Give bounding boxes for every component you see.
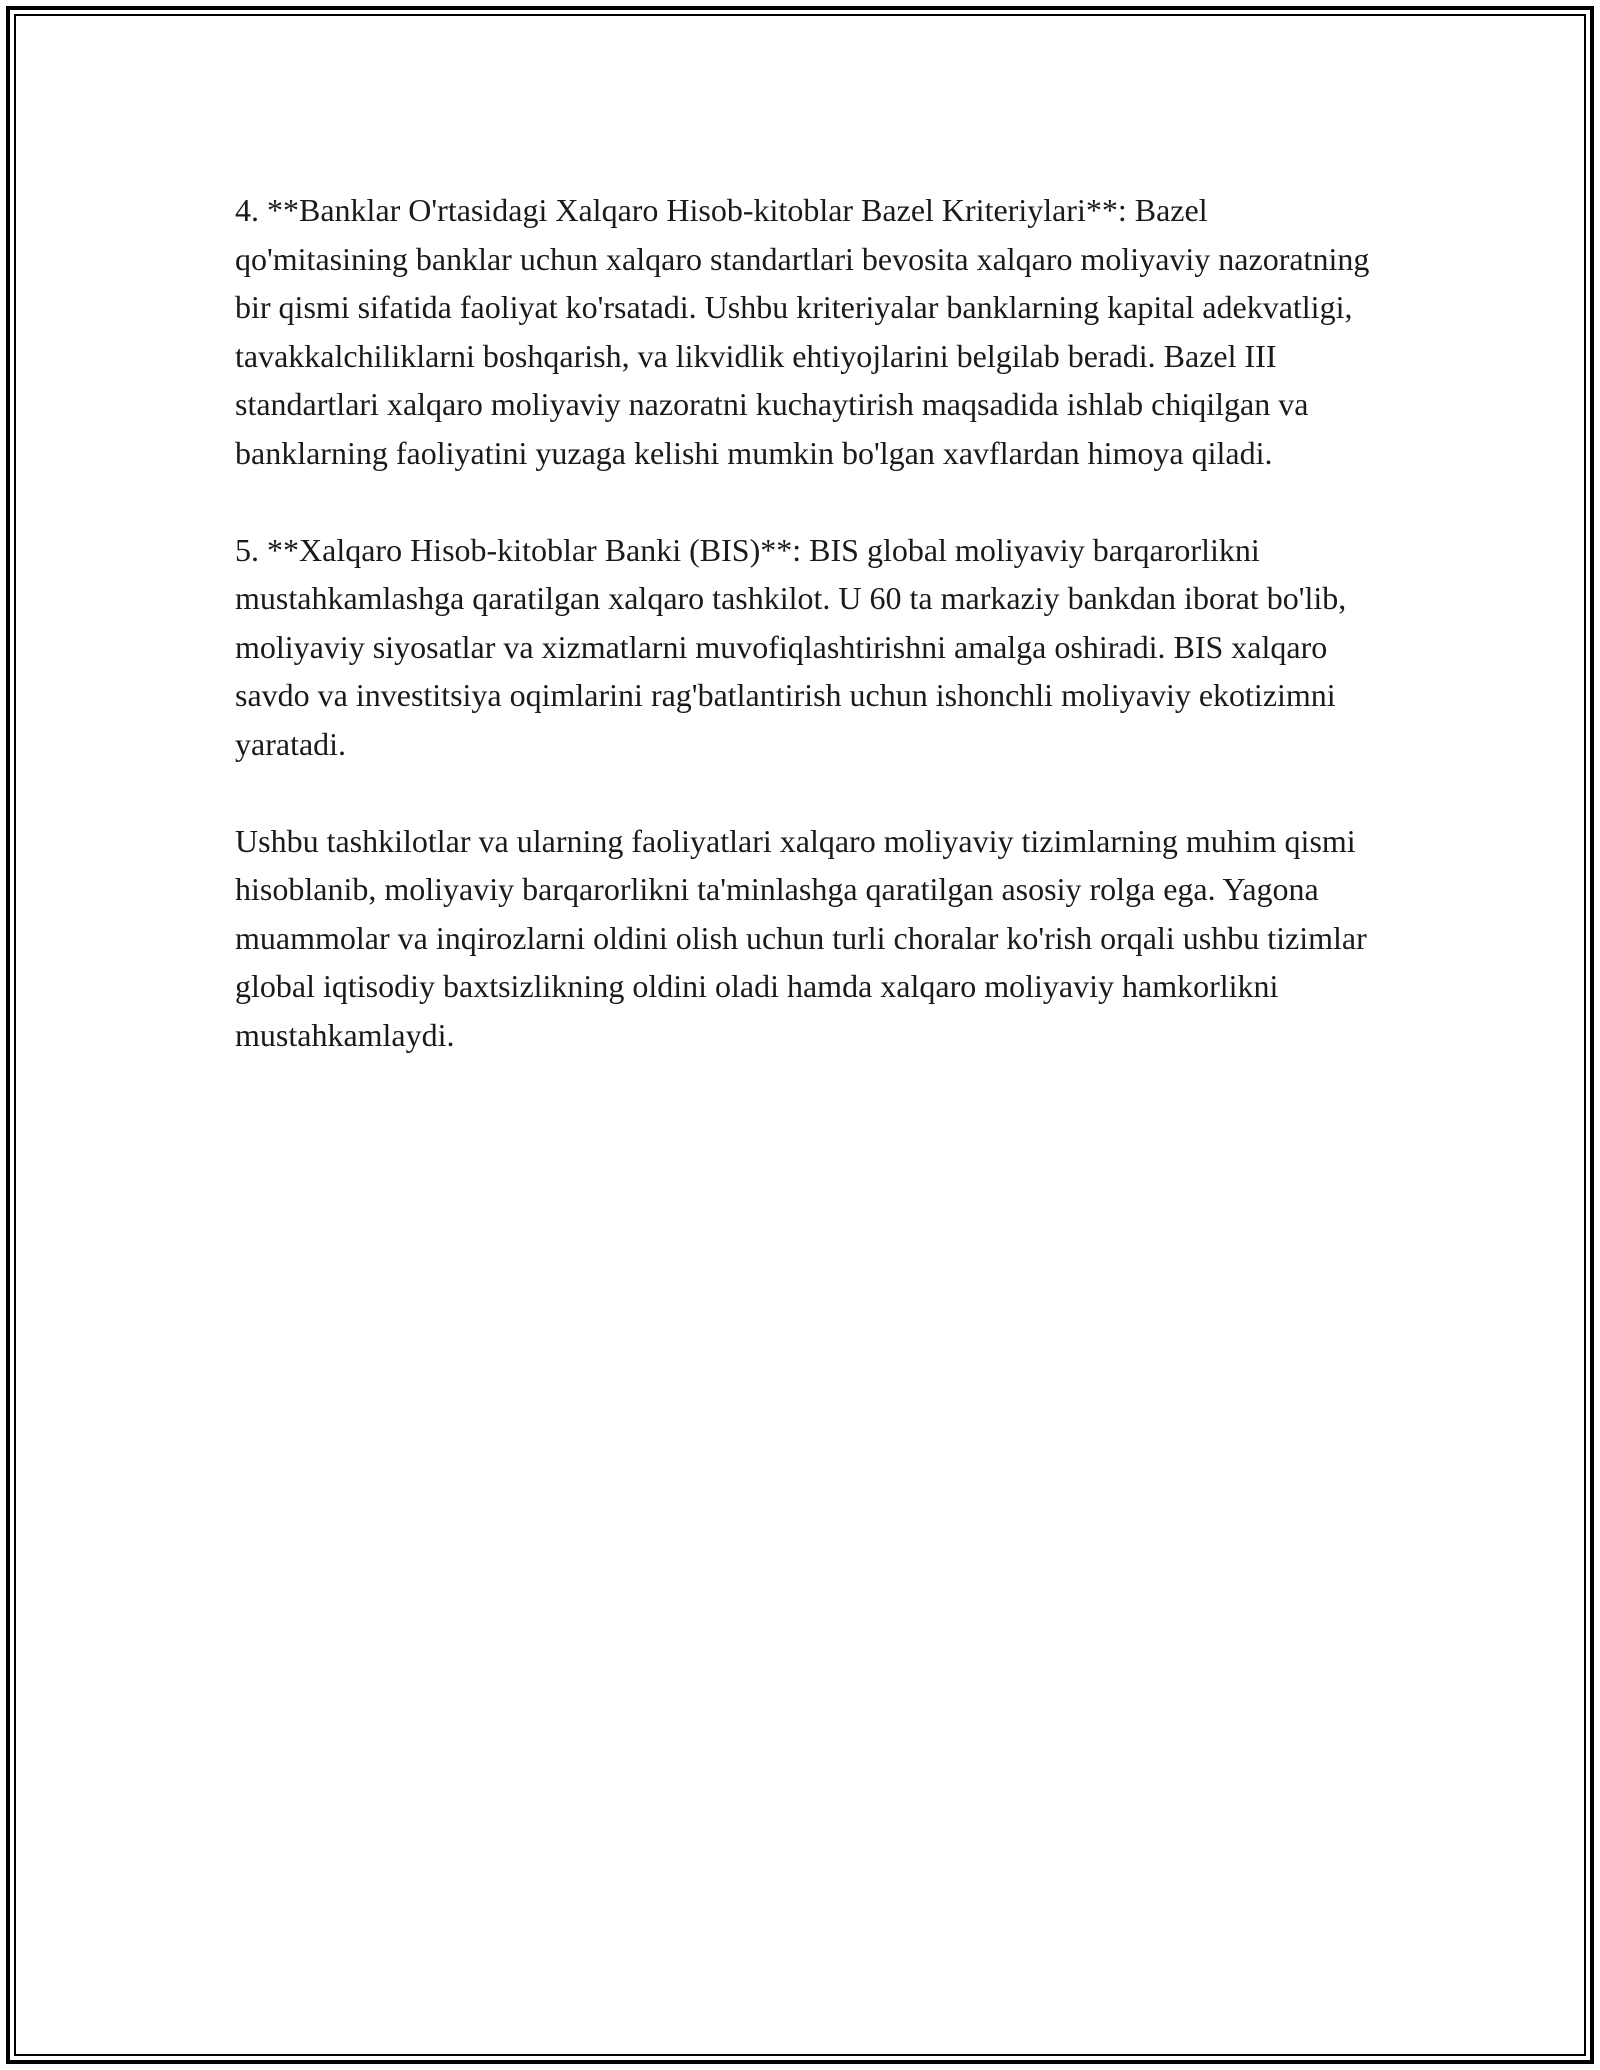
document-body [235, 186, 1375, 1108]
paragraph-bis: 5. **Xalqaro Hisob-kitoblar Banki (BIS)**: BIS global moliyaviy barqarorlikni mustahkamlashga qaratilgan xalqaro tashkilot. U 60 ta markaziy bankdan iborat bo'lib, moliyaviy siyosatlar va xizmatlarni muvofiqlashtirishni amalga oshiradi. BIS xalqaro savdo va investitsiya oqimlarini rag'batlantirish uchun ishonchli moliyaviy ekotizimni yaratadi. [235, 531, 1347, 762]
paragraph-bazel-criteria: 4. **Banklar O'rtasidagi Xalqaro Hisob-kitoblar Bazel Kriteriylari**: Bazel qo'mitasining banklar uchun xalqaro standartlari bevosita xalqaro moliyaviy nazoratning bir qismi sifatida faoliyat ko'rsatadi. Ushbu kriteriyalar banklarning kapital adekvatligi, tavakkalchiliklarni boshqarish, va likvidlik ehtiyojlarini belgilab beradi. Bazel III standartlari xalqaro moliyaviy nazoratni kuchaytirish maqsadida ishlab chiqilgan va banklarning faoliyatini yuzaga kelishi mumkin bo'lgan xavflardan himoya qiladi. [235, 192, 1370, 471]
paragraph-conclusion: Ushbu tashkilotlar va ularning faoliyatlari xalqaro moliyaviy tizimlarning muhim qismi hisoblanib, moliyaviy barqarorlikni ta'minlashga qaratilgan asosiy rolga ega. Yagona muammolar va inqirozlarni oldini olish uchun turli choralar ko'rish orqali ushbu tizimlar global iqtisodiy baxtsizlikning oldini oladi hamda xalqaro moliyaviy hamkorlikni mustahkamlaydi. [235, 822, 1367, 1053]
